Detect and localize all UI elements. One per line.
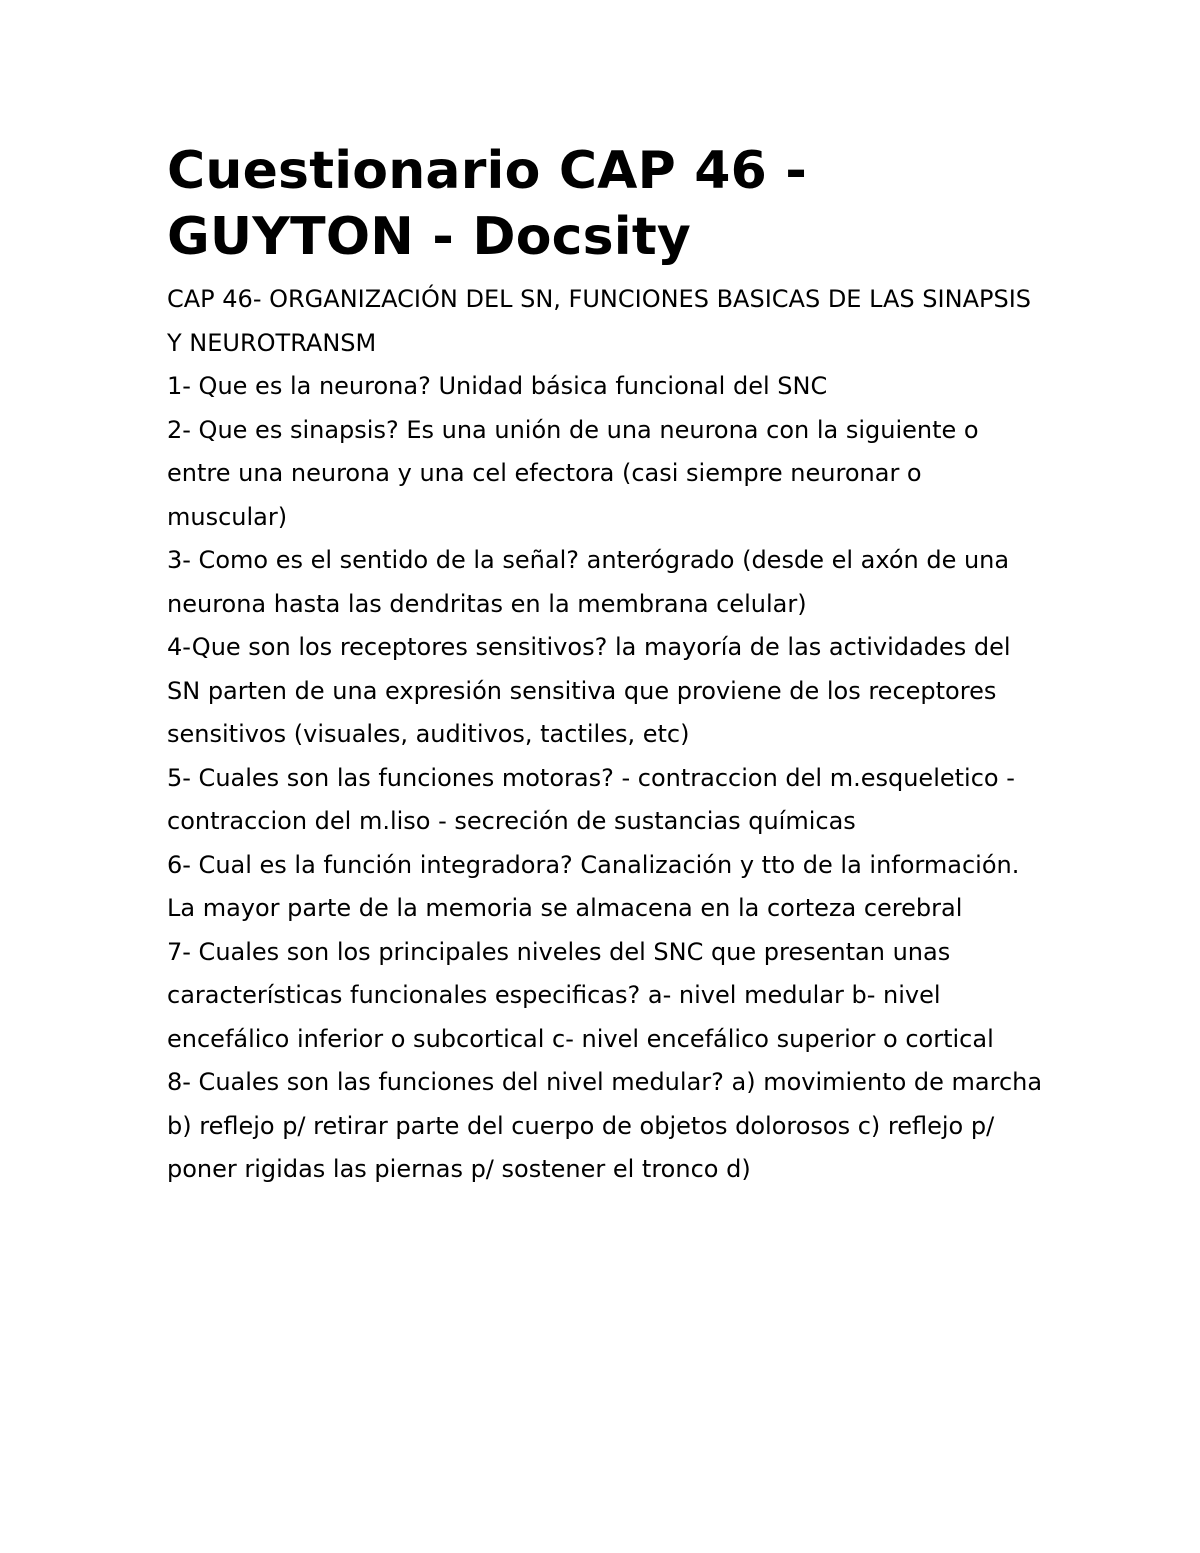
chapter-heading: CAP 46- ORGANIZACIÓN DEL SN, FUNCIONES BASICAS DE LAS SINAPSIS Y NEUROTRANSM [167,285,1031,357]
question-6: 6- Cual es la función integradora? Canalización y tto de la información. La mayor parte de la memoria se almacena en la corteza cerebral [167,850,1020,922]
question-5: 5- Cuales son las funciones motoras? - contraccion del m.esqueletico - contraccion del m.liso - secreción de sustancias químicas [167,763,1015,835]
question-7: 7- Cuales son los principales niveles del SNC que presentan unas características funcionales especificas? a- nivel medular b- nivel encefálico inferior o subcortical c- nivel encefálico superior o cortical [167,937,994,1053]
document-page [167,138,1047,1192]
question-4: 4-Que son los receptores sensitivos? la mayoría de las actividades del SN parten de una expresión sensitiva que proviene de los receptores sensitivos (visuales, auditivos, tactiles, etc) [167,633,1011,748]
question-8: 8- Cuales son las funciones del nivel medular? a) movimiento de marcha b) reflejo p/ retirar parte del cuerpo de objetos dolorosos c) reflejo p/ poner rigidas las piernas p/ sostener el tronco d) [167,1068,1043,1183]
question-1: 1- Que es la neurona? Unidad básica funcional del SNC [167,372,828,400]
document-title [167,138,1047,270]
document-title-line-2: GUYTON - Docsity [167,207,691,267]
question-2: 2- Que es sinapsis? Es una unión de una neurona con la siguiente o entre una neurona y una cel efectora (casi siempre neuronar o muscular) [167,415,979,531]
document-title-line-1: Cuestionario CAP 46 - [167,141,808,201]
document-body [167,278,1047,1192]
question-3: 3- Como es el sentido de la señal? anterógrado (desde el axón de una neurona hasta las dendritas en la membrana celular) [167,546,1010,618]
